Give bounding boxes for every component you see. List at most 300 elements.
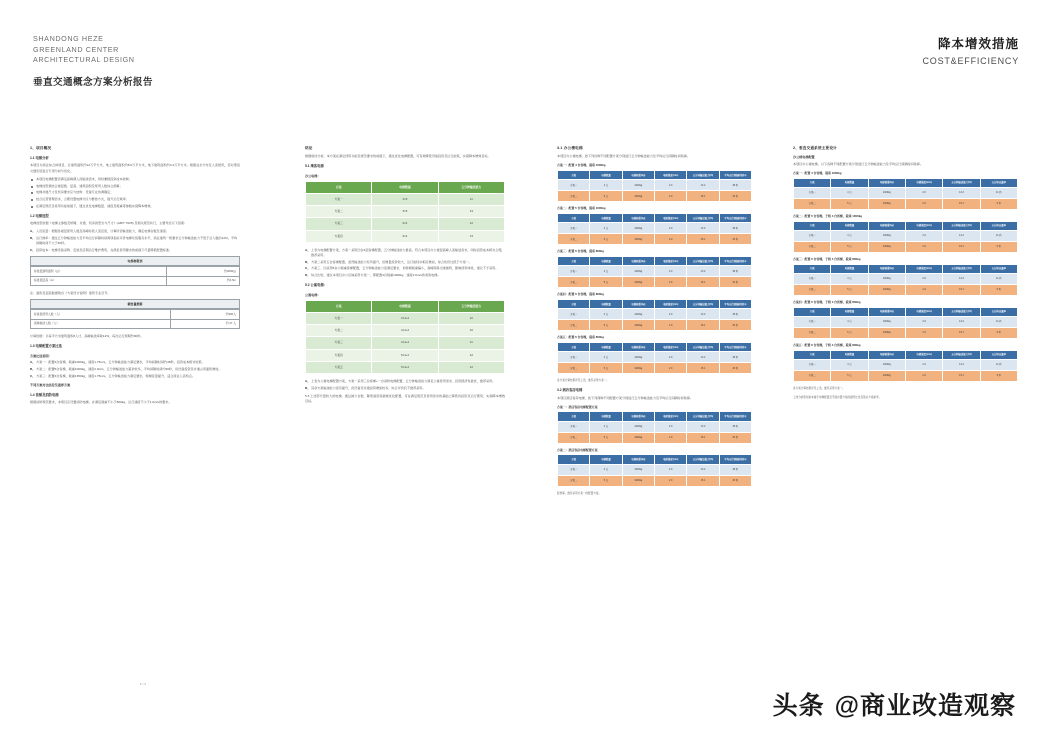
col1-sub-4: 方案比选说明： xyxy=(30,353,52,358)
table-cell: 15.1 xyxy=(687,320,719,331)
table-cell: 30 秒 xyxy=(719,320,751,331)
table-header-row xyxy=(306,181,505,193)
table-cell: 2.0 xyxy=(654,234,686,245)
list-text: 上表为公寓电梯配置方案，方案一采用三台客梯+一台消防电梯配置，五分钟输送能力满足公寓使用需求，投资经济性最优，推荐采用。 xyxy=(311,378,496,383)
table-cell: 11 秒 xyxy=(980,231,1017,242)
table-cell: 方案二 xyxy=(558,475,590,486)
table-cell: 方案二 xyxy=(558,320,590,331)
table-header-cell: 五分钟运量率 xyxy=(980,307,1017,316)
col4-scheme-table-1 xyxy=(793,178,1018,210)
col4-table-caption-3: 方案三：配置 6 台客梯，于轿 4 台客梯，载重 800kg xyxy=(793,257,861,262)
table-header-row xyxy=(794,350,1018,359)
table-cell: 1000kg xyxy=(622,266,654,277)
table-cell: 15.1 xyxy=(943,370,980,381)
list-marker: A、 xyxy=(305,247,311,252)
table-cell: 方案一 xyxy=(794,359,831,370)
table-cell: 5 台 xyxy=(590,320,622,331)
table-row xyxy=(31,310,240,319)
table-cell: 13.2 xyxy=(943,316,980,327)
col2-sub-1b: 办公电梯： xyxy=(305,173,321,178)
table-cell: 1000kg xyxy=(622,432,654,443)
col2-sub-1: 5.1 乘客电梯 xyxy=(305,164,324,169)
table-cell: 30 秒 xyxy=(719,191,751,202)
table-cell: 1000kg xyxy=(868,199,905,210)
table-cell: 4 台 xyxy=(831,188,868,199)
table-cell: 5 台 xyxy=(590,234,622,245)
toutiao-logo: 头条 xyxy=(772,692,825,720)
table-row xyxy=(794,188,1018,199)
table-cell: 11 秒 xyxy=(980,188,1017,199)
table-cell: 13.2 xyxy=(687,309,719,320)
header-en-line-3: ARCHITECTURAL DESIGN xyxy=(33,55,135,64)
col4-table-caption-4: 方案四：配置 6 台客梯，于轿 4 台客梯，载重 800kg xyxy=(793,299,861,304)
table-header-cell: 电梯数量 xyxy=(590,171,622,180)
list-item xyxy=(305,386,505,391)
table-cell: 2.0 xyxy=(905,242,942,253)
table-cell: 13 xyxy=(438,230,504,242)
table-cell: 5 台 xyxy=(831,284,868,295)
table-cell: 约2000㎡ xyxy=(166,267,239,276)
table-header-cell: 电梯速度(m/s) xyxy=(905,350,942,359)
table-cell: 13.2 xyxy=(687,352,719,363)
table-cell: 标准层建筑面积（㎡） xyxy=(31,267,167,276)
col1-conclusion-title: 不同方案对比结论及推荐方案 xyxy=(30,382,71,387)
table-header-cell: 五分钟输送能力(%) xyxy=(687,455,719,464)
table-header-row xyxy=(558,257,752,266)
list-marker: A、 xyxy=(305,378,311,383)
col4-sub-1: 办公楼电梯配置 xyxy=(793,155,815,160)
col3-table-caption-5: 方案五：配置 6 台客梯，载重 800kg xyxy=(557,335,604,340)
table-cell: 高峰输送人数（人） xyxy=(31,319,171,328)
table-cell: 38 秒 xyxy=(719,464,751,475)
table-header-row xyxy=(558,171,752,180)
table-cell: 2.0 xyxy=(654,432,686,443)
table-cell: 4 台 xyxy=(590,223,622,234)
table-header-cell: 五分钟输送能力(%) xyxy=(943,178,980,187)
table-cell: 方案一 xyxy=(558,352,590,363)
table-header-cell: 平均运行间隔时间(s) xyxy=(719,342,751,351)
table-header-cell: 电梯速度(m/s) xyxy=(654,455,686,464)
table-header-cell: 电梯速度(m/s) xyxy=(905,178,942,187)
table-cell: 4 台 xyxy=(590,464,622,475)
document-column-3 xyxy=(557,146,752,500)
watermark-account-name: @商业改造观察 xyxy=(834,692,1016,720)
table-header-cell: 五分钟输送能力(%) xyxy=(687,299,719,308)
table-header-cell: 电梯速度(m/s) xyxy=(654,342,686,351)
list-marker: B、 xyxy=(30,235,36,240)
table-caption: 电梯参数表 xyxy=(30,256,240,266)
col3-table-caption-3: 方案三：配置 6 台客梯，载重 800kg xyxy=(557,249,604,254)
header-left-block xyxy=(33,34,153,88)
table-header-cell: 五分钟输送能力(%) xyxy=(687,257,719,266)
list-text: 人员流量：根据各楼层使用人数及高峰时段人流密度，计算所需输送能力，确定电梯台数及速度。 xyxy=(36,229,170,234)
table-header-cell: 电梯速度(m/s) xyxy=(654,171,686,180)
table-cell: 2.0 xyxy=(654,309,686,320)
list-item xyxy=(305,260,505,265)
table-cell: 5 台 xyxy=(590,363,622,374)
table-cell: 1000kg xyxy=(622,421,654,432)
page-number: 1 / 4 xyxy=(140,682,146,686)
header-topic-en: COST&EFFICIENCY xyxy=(922,56,1019,66)
table-cell: 15.1 xyxy=(687,432,719,443)
table-header-cell: 电梯数量 xyxy=(590,342,622,351)
table-cell: 方案一 xyxy=(558,223,590,234)
table-row xyxy=(306,218,505,230)
table-cell: 11 xyxy=(438,194,504,206)
col4-scheme-table-3 xyxy=(793,264,1018,296)
table-cell: 11 xyxy=(438,337,504,349)
table-cell: 1000kg xyxy=(622,223,654,234)
table-cell: 1000kg xyxy=(622,180,654,191)
table-header-cell: 电梯数量 xyxy=(831,264,868,273)
col1-lettered-list-1 xyxy=(30,229,240,253)
table-cell: 13.2 xyxy=(687,223,719,234)
table-cell: 9 秒 xyxy=(980,199,1017,210)
list-text: 投资成本：电梯设备采购、安装及后期运行维护费用，在满足使用要求的前提下尽量降低配置标准。 xyxy=(36,247,173,252)
table-cell: 5 台 xyxy=(831,370,868,381)
table-header-cell: 电梯数量 xyxy=(372,181,438,193)
header-report-title: 垂直交通概念方案分析报告 xyxy=(33,76,153,88)
table-cell: 4×5 xyxy=(372,194,438,206)
col3-note-2: 经核算，推荐采用方案一的配置方案。 xyxy=(557,491,602,495)
table-header-cell: 五分钟输送能力(%) xyxy=(943,350,980,359)
table-cell: 标准层使用人数（人） xyxy=(31,310,171,319)
col3-section-title: 3.1 办公楼电梯 xyxy=(557,146,583,150)
list-text: 方案一：配置4台客梯，载重1000kg，速度1.75m/s，五分钟输送能力满足要求，平均间隔时间约38秒，投资成本相对较低。 xyxy=(36,360,205,365)
page-header xyxy=(0,0,1052,110)
table-row xyxy=(306,361,505,373)
table-cell: 方案三 xyxy=(306,218,372,230)
table-cell: 1000kg xyxy=(868,359,905,370)
table-header-cell: 五分钟输送能力 xyxy=(438,300,504,312)
table-cell: 2.0 xyxy=(905,199,942,210)
col3-table-caption-2: 方案二：配置 5 台客梯，载重 1000kg xyxy=(557,206,606,211)
table-cell: 约 37 人 xyxy=(170,319,239,328)
table-cell: 13.2 xyxy=(687,421,719,432)
table-header-cell: 五分钟输送能力(%) xyxy=(943,307,980,316)
list-item: 电梯选型须结合楼层数、层高、建筑面积及使用人数综合测算； xyxy=(30,184,240,189)
table-cell: 30 秒 xyxy=(719,234,751,245)
table-header-cell: 平均运行间隔时间(s) xyxy=(719,299,751,308)
table-cell: 5×5 xyxy=(372,206,438,218)
table-cell: 方案二 xyxy=(794,327,831,338)
list-item xyxy=(305,266,505,271)
table-cell: 1000kg xyxy=(868,231,905,242)
table-header-cell: 方案 xyxy=(794,307,831,316)
table-row xyxy=(558,464,752,475)
table-cell: 15.1 xyxy=(943,327,980,338)
document-sheet xyxy=(0,110,1052,686)
table-cell: 1000kg xyxy=(868,370,905,381)
table-header-cell: 电梯载重(kg) xyxy=(868,178,905,187)
table-header-cell: 五分钟运量率 xyxy=(980,264,1017,273)
table-row xyxy=(794,199,1018,210)
table-header-cell: 电梯速度(m/s) xyxy=(905,221,942,230)
col1-paragraph-3: 根据消防规范要求，本项目应设置消防电梯，并满足载重不小于800kg、运行速度不小于1.0m/s的要求。 xyxy=(30,400,172,405)
table-cell: 4 台 xyxy=(831,274,868,285)
table-row xyxy=(31,319,240,328)
table-header-row xyxy=(306,300,505,312)
table-cell: 5 台 xyxy=(831,199,868,210)
table-cell: 方案三 xyxy=(306,337,372,349)
table-header-row xyxy=(794,221,1018,230)
table-header-cell: 五分钟输送能力 xyxy=(438,181,504,193)
document-column-2 xyxy=(305,146,505,407)
table-cell: 30 秒 xyxy=(719,363,751,374)
table-header-cell: 电梯载重(kg) xyxy=(622,299,654,308)
table-header-cell: 电梯数量 xyxy=(590,455,622,464)
col3-table-caption-7: 方案二：酒店客房电梯配置方案 xyxy=(557,447,598,452)
table-cell: 15.1 xyxy=(687,277,719,288)
table-row xyxy=(794,274,1018,285)
table-header-cell: 电梯数量 xyxy=(831,178,868,187)
table-cell: 方案一 xyxy=(558,421,590,432)
col4-scheme-table-4 xyxy=(793,307,1018,339)
col1-sub-5: 1.4 货梯及消防电梯 xyxy=(30,393,59,398)
table-cell: 方案四 xyxy=(306,349,372,361)
table-cell: 方案一 xyxy=(558,309,590,320)
table-cell: 38 秒 xyxy=(719,309,751,320)
table-row xyxy=(558,363,752,374)
list-text: 方案三：配置4台客梯，载重1350kg，速度1.75m/s，五分钟输送能力满足要求，轿厢容量提升，适合商业人流特点。 xyxy=(36,373,195,378)
table-row xyxy=(306,349,505,361)
table-cell: 方案二 xyxy=(794,199,831,210)
table-cell: 方案一 xyxy=(794,231,831,242)
table-cell: 5 台 xyxy=(590,475,622,486)
table-cell: 13.2 xyxy=(943,274,980,285)
table-cell: 方案四 xyxy=(306,230,372,242)
table-row xyxy=(558,432,752,443)
col2-office-elevator-table xyxy=(305,181,505,243)
table-header-cell: 方案 xyxy=(794,221,831,230)
table-header-cell: 电梯速度(m/s) xyxy=(654,412,686,421)
list-text: 综合比较，建议本项目办公区域采用方案一，即配置4台载重1000kg、速度2.0m/s的乘客电梯。 xyxy=(311,273,441,278)
table-row xyxy=(31,276,240,285)
table-row xyxy=(558,266,752,277)
table-cell: 11 秒 xyxy=(980,316,1017,327)
col3-scheme-table-2 xyxy=(557,213,752,245)
table-header-cell: 平均运行间隔时间(s) xyxy=(719,455,751,464)
col2-lettered-list-1 xyxy=(305,248,505,279)
table-header-cell: 方案 xyxy=(558,214,590,223)
col1-note-1: 注：面积及层高数据取自《方案设计说明》建筑专业章节。 xyxy=(30,291,111,296)
table-header-row xyxy=(794,307,1018,316)
col3-hotel-table-2 xyxy=(557,454,752,486)
table-row xyxy=(306,325,505,337)
table-row xyxy=(794,359,1018,370)
table-cell: 1000kg xyxy=(622,309,654,320)
table-header-cell: 平均运行间隔时间(s) xyxy=(719,257,751,266)
table-cell: 4 台 xyxy=(831,316,868,327)
list-item xyxy=(30,367,240,372)
table-header-cell: 方案 xyxy=(558,257,590,266)
table-cell: 1000kg xyxy=(622,320,654,331)
list-item xyxy=(30,229,240,234)
table-cell: 1000kg xyxy=(622,234,654,245)
col2-sub-2b: 公寓电梯： xyxy=(305,292,321,297)
table-cell: 38 秒 xyxy=(719,421,751,432)
col4-table-caption-2: 方案二：配置 5 台客梯，于轿 4 台客梯，载重 1000kg xyxy=(793,214,863,219)
list-item xyxy=(305,248,505,258)
table-header-cell: 平均运行间隔时间(s) xyxy=(719,412,751,421)
table-header-cell: 电梯载重(kg) xyxy=(622,214,654,223)
list-marker: B、 xyxy=(30,367,36,372)
list-text: 方案二：配置5台客梯，载重1000kg，速度2.0m/s，五分钟输送能力富余较多，平均间隔时间约30秒，但设备投资及井道占用面积增加。 xyxy=(36,367,222,372)
table-row xyxy=(306,337,505,349)
table-row xyxy=(306,194,505,206)
table-cell: 1000kg xyxy=(622,363,654,374)
table-cell: 38 秒 xyxy=(719,180,751,191)
col1-lettered-list-2 xyxy=(30,360,240,379)
table-cell: 2.0 xyxy=(905,188,942,199)
table-cell: 1000kg xyxy=(868,327,905,338)
table-cell: 12 xyxy=(438,361,504,373)
table-header-cell: 方案 xyxy=(306,300,372,312)
table-caption: 载客量测算 xyxy=(30,299,240,309)
table-row xyxy=(306,206,505,218)
table-row xyxy=(306,230,505,242)
table-cell: 方案二 xyxy=(558,363,590,374)
table-header-cell: 电梯数量 xyxy=(590,412,622,421)
list-item xyxy=(30,374,240,379)
table-cell: 2.0 xyxy=(905,327,942,338)
col1-sub-1: 1.1 电梯分析 xyxy=(30,156,49,161)
table-header-cell: 方案 xyxy=(558,412,590,421)
list-marker: C、 xyxy=(30,373,36,378)
table-cell: 方案二 xyxy=(794,242,831,253)
table-cell: 1000kg xyxy=(868,242,905,253)
table-header-row xyxy=(558,455,752,464)
table-cell: 5 台 xyxy=(831,242,868,253)
table-cell: 9 秒 xyxy=(980,284,1017,295)
table-cell: 1000kg xyxy=(622,191,654,202)
table-row xyxy=(794,231,1018,242)
table-header-row xyxy=(558,412,752,421)
col1-bullet-list xyxy=(30,177,240,209)
col4-section-title: 2、垂直交通系统主要设计 xyxy=(793,146,837,150)
table-cell: 1000kg xyxy=(622,352,654,363)
table-cell: 5 台 xyxy=(590,191,622,202)
table-header-cell: 电梯载重(kg) xyxy=(868,350,905,359)
col4-table-caption-1: 方案一：配置 4 台客梯，载重 1000kg xyxy=(793,171,842,176)
table-cell: 13.2 xyxy=(687,464,719,475)
table-header-cell: 方案 xyxy=(558,342,590,351)
col1-sub-3: 1.3 电梯配置方案比选 xyxy=(30,344,62,349)
table-header-cell: 电梯速度(m/s) xyxy=(654,299,686,308)
list-marker: C、 xyxy=(30,247,36,252)
table-cell: 2.0 xyxy=(905,359,942,370)
table-row xyxy=(558,234,752,245)
table-cell: 方案一 xyxy=(558,464,590,475)
table-header-cell: 平均运行间隔时间(s) xyxy=(719,171,751,180)
table-cell: 5 台 xyxy=(831,327,868,338)
table-cell: 1000kg xyxy=(868,188,905,199)
table-cell: 1000kg xyxy=(868,316,905,327)
table-header-row xyxy=(558,299,752,308)
table-cell: 2.0 xyxy=(654,421,686,432)
table-cell: 38 秒 xyxy=(719,352,751,363)
list-item xyxy=(30,236,240,246)
table-cell: 5×4+4 xyxy=(372,349,438,361)
table-cell: 2.0 xyxy=(654,464,686,475)
table-header-row xyxy=(558,214,752,223)
table-row xyxy=(558,475,752,486)
col4-note-1: 各方案计算结果详见上表，推荐采用方案一。 xyxy=(793,386,845,390)
table-row xyxy=(558,352,752,363)
col2-intro: 根据前述分析，本方案在满足使用功能及规范要求的前提下，通过优化电梯配置，可有效降低设备投资及运行能耗，实现降本增效目标。 xyxy=(305,154,491,159)
table-cell: 1000kg xyxy=(868,274,905,285)
list-item: 结合运营管理需求，合理设置电梯分区与群控方式，提升运行效率； xyxy=(30,197,240,202)
table-header-cell: 五分钟输送能力(%) xyxy=(943,264,980,273)
table-header-cell: 方案 xyxy=(306,181,372,193)
table-cell: 方案一 xyxy=(306,312,372,324)
table-cell: 6×4 xyxy=(372,230,438,242)
col3-hotel-table-1 xyxy=(557,411,752,443)
list-text: 运行效率：通过五分钟输送能力及平均运行间隔时间两项指标评价电梯系统服务水平，商业建筑一般要求五分钟输送能力不低于总人数的12%，平均间隔时间不大于40秒。 xyxy=(36,235,238,246)
table-header-cell: 电梯速度(m/s) xyxy=(654,214,686,223)
table-cell: 2.0 xyxy=(654,363,686,374)
table-header-cell: 电梯数量 xyxy=(590,214,622,223)
table-header-cell: 电梯数量 xyxy=(831,221,868,230)
list-item xyxy=(305,273,505,278)
header-en-line-1: SHANDONG HEZE xyxy=(33,34,104,43)
table-cell: 2.0 xyxy=(905,274,942,285)
table-header-cell: 方案 xyxy=(558,299,590,308)
col3-table-caption-6: 方案一：酒店客房电梯配置方案 xyxy=(557,404,598,409)
table-header-cell: 五分钟运量率 xyxy=(980,221,1017,230)
col2-section-title: 结论 xyxy=(305,146,313,150)
col3-scheme-table-4 xyxy=(557,299,752,331)
table-row xyxy=(558,223,752,234)
col4-scheme-table-5 xyxy=(793,350,1018,382)
table-cell: 9 秒 xyxy=(980,370,1017,381)
table-cell: 10 xyxy=(438,325,504,337)
table-cell: 2.0 xyxy=(654,352,686,363)
table-header-cell: 方案 xyxy=(794,178,831,187)
table-cell: 10 xyxy=(438,312,504,324)
table-cell: 4 台 xyxy=(590,180,622,191)
table-cell: 13.2 xyxy=(687,180,719,191)
list-marker: C、 xyxy=(305,266,311,271)
table-row xyxy=(794,242,1018,253)
table-cell: 方案二 xyxy=(306,206,372,218)
table-header-cell: 五分钟运量率 xyxy=(980,350,1017,359)
table-header-cell: 电梯载重(kg) xyxy=(868,264,905,273)
table-header-cell: 五分钟运量率 xyxy=(980,178,1017,187)
table-header-cell: 五分钟输送能力(%) xyxy=(687,342,719,351)
table-header-cell: 电梯速度(m/s) xyxy=(654,257,686,266)
table-cell: 2.0 xyxy=(905,231,942,242)
table-cell: 11 秒 xyxy=(980,359,1017,370)
table-cell: 4 台 xyxy=(590,266,622,277)
table-cell: 2.0 xyxy=(905,370,942,381)
table-cell: 3×4+4 xyxy=(372,312,438,324)
table-header-cell: 平均运行间隔时间(s) xyxy=(719,214,751,223)
table-row xyxy=(558,180,752,191)
table-cell: 30 秒 xyxy=(719,277,751,288)
col1-paragraph-2: 电梯选型依据《电梯主参数及轿厢、井道、机房的型式与尺寸》(GB/T 7025) 及相关规范执行，主要考虑以下因素： xyxy=(30,221,188,226)
table-cell: 9 秒 xyxy=(980,242,1017,253)
col3-paragraph-2: 本项目酒店客房电梯，按下列两种不同配置方案分别进行五分钟输送能力及平均运行间隔时间验算。 xyxy=(557,395,694,400)
col2-sub-2: 5.2 公寓电梯： xyxy=(305,283,327,288)
col3-table-caption-4: 方案四：配置 6 台客梯，载重 800kg xyxy=(557,292,604,297)
table-cell: 2.0 xyxy=(654,266,686,277)
col2-lettered-list-2 xyxy=(305,379,505,391)
table-cell: 方案一 xyxy=(306,194,372,206)
table-cell: 方案二 xyxy=(558,234,590,245)
table-cell: 15.1 xyxy=(687,191,719,202)
table-header-cell: 方案 xyxy=(794,350,831,359)
